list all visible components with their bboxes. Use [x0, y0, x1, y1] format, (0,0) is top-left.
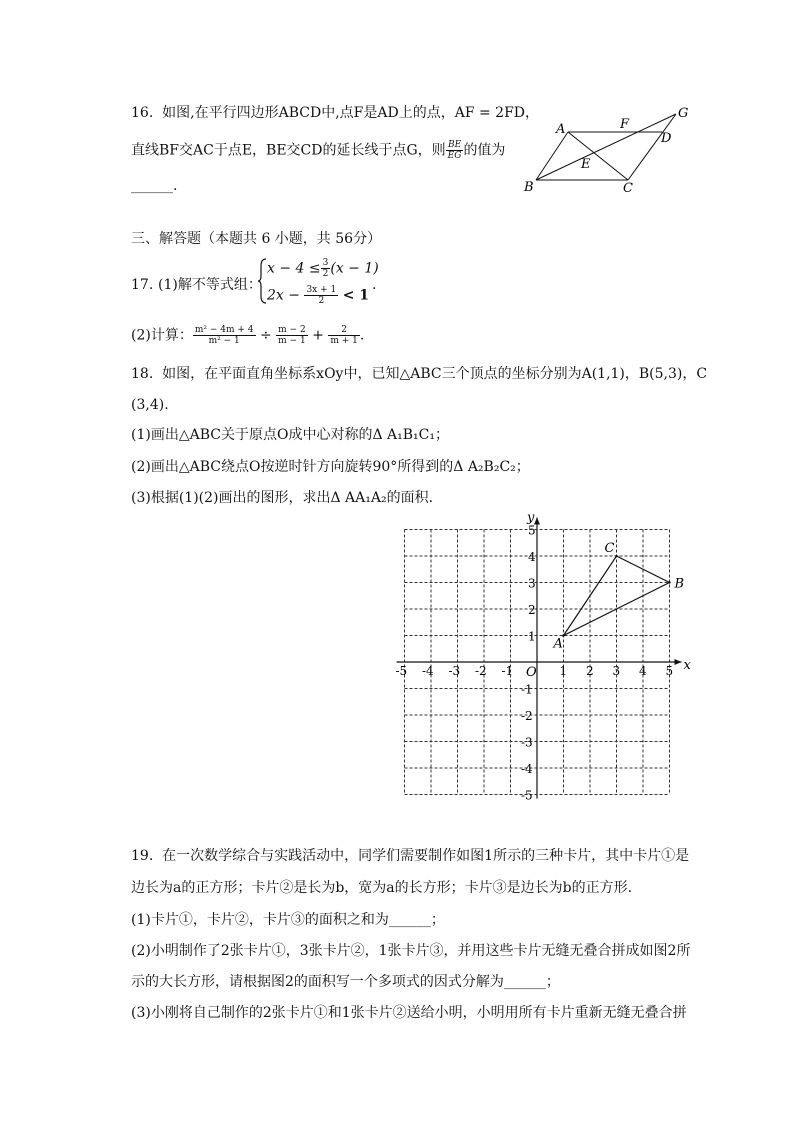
q18-text-line1: 如图，在平面直角坐标系xOy中，已知△ABC三个顶点的坐标分别为A(1,1)，B(5,3)，C [162, 366, 708, 382]
x-tick-label: 4 [639, 664, 647, 678]
x-tick-label: -4 [422, 664, 434, 678]
q17-calc-op2: + [312, 327, 324, 344]
q19-part2a: (2)小明制作了2张卡片①，3张卡片②，1张卡片③，并用这些卡片无缝无叠合拼成如图2所 [131, 943, 691, 959]
q17-ineq2-frac-num: 3x + 1 [306, 285, 337, 295]
q16-frac-num: BE [446, 140, 464, 151]
q17-ineq1-frac-den: 2 [322, 269, 329, 279]
y-tick-label: 5 [528, 523, 536, 538]
y-tick-label: -1 [521, 682, 533, 697]
q17-ineq2-right: < 1 [342, 287, 370, 304]
y-tick-label: 1 [528, 629, 536, 644]
x-tick-label: -3 [448, 664, 461, 678]
q17-calc-op1: ÷ [259, 327, 272, 344]
q17-calc-f3-num: 2 [328, 325, 360, 336]
q19-line1 [131, 847, 689, 865]
label-C: C [623, 181, 633, 196]
q17-calc-end: . [359, 327, 365, 344]
q18-part3: (3)根据(1)(2)画出的图形，求出Δ AA₁A₂的面积. [131, 490, 434, 506]
q19-part2b: 示的大长方形，请根据图2的面积写一个多项式的因式分解为______； [131, 974, 560, 990]
point-label-C: C [604, 541, 615, 556]
q19-number: 19. [131, 848, 154, 864]
q18-line2: (3,4). [131, 397, 169, 413]
x-tick-label: -1 [501, 664, 514, 678]
y-tick-label: -4 [521, 762, 533, 776]
x-tick-label: 3 [612, 664, 621, 678]
q17-ineq1 [267, 258, 379, 279]
side-DC-extended [628, 114, 676, 180]
label-F: F [620, 117, 630, 132]
q16-number: 16. [131, 105, 154, 121]
x-tick-label: 2 [586, 664, 594, 678]
x-tick-label: 1 [559, 664, 568, 678]
q17-calc-frac1 [193, 325, 256, 346]
q16-text-line1: 如图,在平行四边形ABCD中,点F是AD上的点，AF = 2FD， [162, 105, 540, 121]
q17-brace [257, 258, 267, 304]
y-tick-label: -3 [521, 735, 533, 750]
q17-part1-label: (1)解不等式组： [158, 277, 262, 293]
y-tick-label: -5 [521, 788, 533, 803]
q17-calc-f1-den: m² − 1 [208, 336, 240, 346]
q17-calc-f2-num: m − 2 [278, 325, 306, 335]
q17-ineq2-left: 2x − [267, 287, 300, 304]
q16-text-line2a: 直线BF交AC于点E，BE交CD的延长线于点G，则 [131, 142, 446, 159]
q16-figure [522, 104, 692, 194]
label-D: D [661, 131, 672, 146]
point-label-B: B [674, 576, 685, 592]
label-A: A [556, 122, 566, 137]
q17-calc-f2-den: m − 1 [278, 336, 306, 346]
q19-line2: 边长为a的正方形；卡片②是长为b，宽为a的长方形；卡片③是边长为b的正方形. [131, 880, 633, 896]
coordinate-grid-chart [397, 512, 697, 812]
label-G: G [678, 106, 689, 121]
x-axis-arrow [675, 659, 682, 665]
q17-part2-label: (2)计算： [131, 327, 193, 344]
q17-calc-f3-den: m + 1 [330, 336, 358, 346]
q17-calc-frac3 [328, 325, 360, 346]
y-tick-label: 3 [528, 576, 536, 591]
x-tick-label: -2 [475, 664, 487, 678]
q17-num: 17. [131, 277, 154, 293]
point-C [615, 555, 617, 557]
y-axis-label: y [527, 510, 535, 526]
x-tick-label: 5 [665, 664, 674, 678]
q17-part2 [131, 325, 364, 346]
y-tick-label: 4 [528, 550, 536, 564]
q17-calc-f1-num: m² − 4m + 4 [194, 325, 254, 335]
q18-part1: (1)画出△ABC关于原点O成中心对称的Δ A₁B₁C₁； [131, 427, 449, 443]
q17-part1-end: . [372, 277, 377, 293]
q16-frac-den: EG [447, 151, 462, 161]
q18-part2: (2)画出△ABC绕点O按逆时针方向旋转90°所得到的Δ A₂B₂C₂； [131, 459, 530, 475]
q16-fraction [446, 140, 464, 161]
origin-label: O [526, 665, 537, 680]
q19-part1: (1)卡片①，卡片②，卡片③的面积之和为______； [131, 912, 445, 928]
label-B: B [524, 180, 534, 195]
q16-text-line2b: 的值为 [463, 142, 506, 159]
q17-ineq2-frac-den: 2 [318, 296, 325, 306]
q17-ineq1-left: x − 4 ≤ [267, 260, 321, 277]
diagonal-AC [568, 132, 628, 180]
point-label-A: A [553, 636, 563, 652]
x-tick-label: -5 [395, 664, 408, 678]
q19-text-line1: 在一次数学综合与实践活动中，同学们需要制作如图1所示的三种卡片，其中卡片①是 [162, 848, 690, 864]
q17-ineq1-frac-num: 3 [322, 258, 329, 268]
q16-answer-blank[interactable]: ______. [131, 178, 178, 194]
q17-calc-frac2 [276, 325, 308, 346]
y-tick-label: 2 [528, 603, 536, 617]
section-3-heading: 三、解答题（本题共 6 小题，共 56分） [131, 231, 382, 247]
q19-part3: (3)小刚将自己制作的2张卡片①和1张卡片②送给小明，小明用所有卡片重新无缝无叠合拼 [131, 1005, 687, 1021]
y-tick-label: -2 [521, 709, 533, 723]
label-E: E [581, 157, 591, 172]
q18-line1 [131, 365, 707, 383]
q17-ineq1-frac [321, 258, 331, 279]
q17-ineq1-right: (x − 1) [330, 260, 379, 277]
q18-number: 18. [131, 366, 154, 382]
q16-line1 [131, 104, 539, 122]
q17-ineq2-frac [304, 285, 338, 306]
point-B [668, 581, 670, 583]
q16-line2 [131, 140, 505, 161]
x-axis-label: x [683, 658, 691, 673]
q17-ineq2 [267, 285, 369, 306]
